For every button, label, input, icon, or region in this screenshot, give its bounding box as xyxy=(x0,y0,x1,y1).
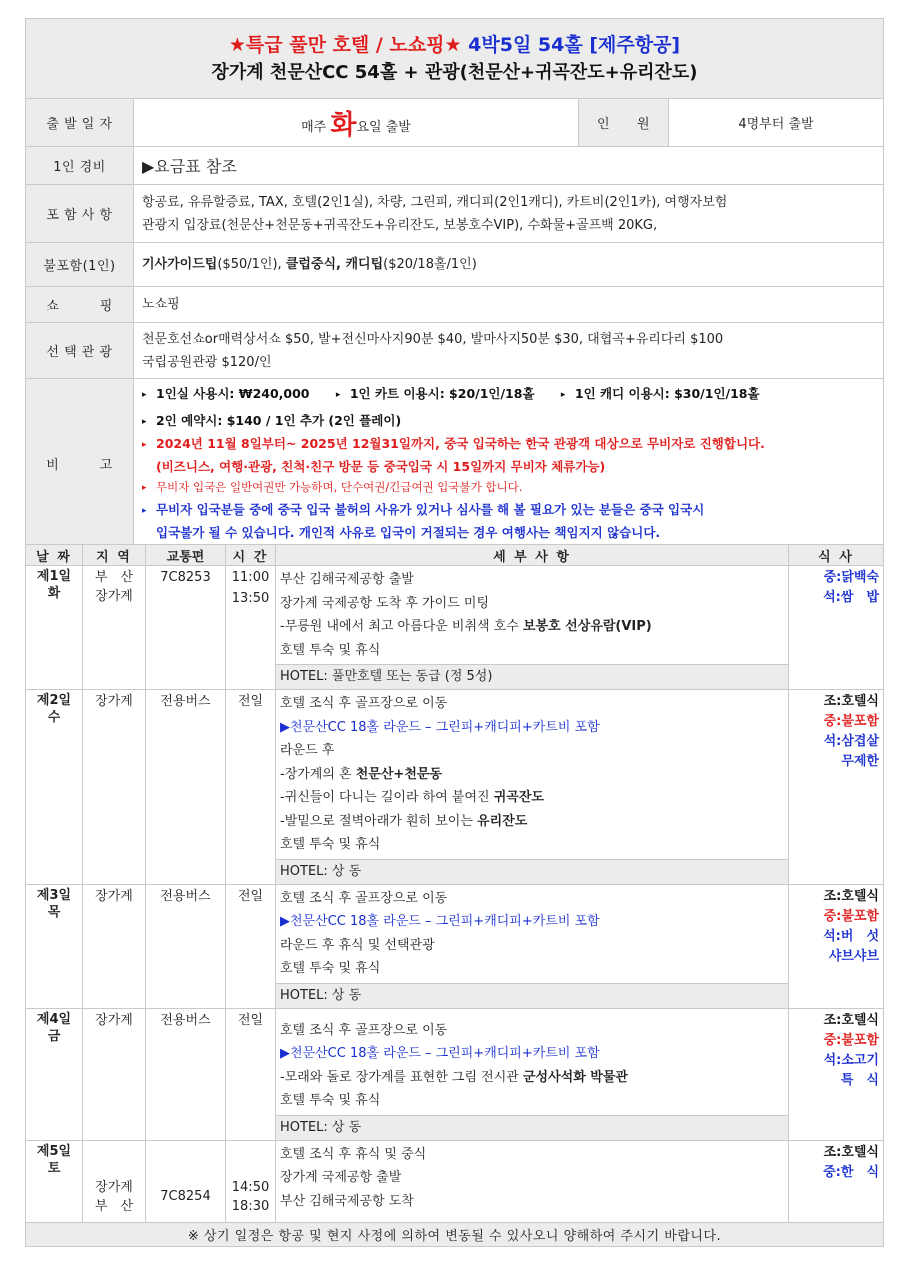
people-label: 인 원 xyxy=(579,99,669,147)
time-cell: 14:50 18:30 xyxy=(226,1140,276,1222)
included-label: 포 함 사 항 xyxy=(26,185,134,243)
detail-cell: 호텔 조식 후 골프장으로 이동 ▶천문산CC 18홀 라운드 – 그린피+캐디피+카트비 포함 -모래와 돌로 장가계를 표현한 그림 전시관 군성사석화 박물관 호텔 투숙 및 휴식 xyxy=(276,1008,789,1115)
time-cell: 11:00 13:50 xyxy=(226,566,276,690)
region-cell: 장가계 부 산 xyxy=(83,1140,146,1222)
time-cell: 전일 xyxy=(226,690,276,885)
region-cell: 부 산 장가계 xyxy=(83,566,146,690)
day-row xyxy=(26,1008,884,1115)
day-cell: 제2일 수 xyxy=(26,690,83,885)
optional-tour-value: 천문호선쇼or매력상서쇼 $50, 발+전신마사지90분 $40, 발마사지50분 $30, 대협곡+유리다리 $100 국립공원관광 $120/인 xyxy=(134,323,884,379)
hotel-cell: HOTEL: 상 동 xyxy=(276,983,789,1008)
day-cell: 제1일 화 xyxy=(26,566,83,690)
tour-title-block xyxy=(26,19,884,99)
region-cell: 장가계 xyxy=(83,884,146,1008)
meal-cell: 중:닭백숙 석:쌈 밥 xyxy=(789,566,884,690)
remark-line-2: ▸ 2인 예약시: $140 / 1인 추가 (2인 플레이) xyxy=(142,410,875,433)
optional-tour-label: 선 택 관 광 xyxy=(26,323,134,379)
col-date: 날 짜 xyxy=(26,545,83,566)
included-value: 항공료, 유류할증료, TAX, 호텔(2인1실), 차량, 그린피, 캐디피(2인1캐디), 카트비(2인1카), 여행자보험 관광지 입장료(천문산+천문동+귀곡잔도+유리잔도, 보봉호수VIP), 수화물+골프백 20KG, xyxy=(134,185,884,243)
cost-value: ▶요금표 참조 xyxy=(134,147,884,185)
remark-line-5b: 입국불가 될 수 있습니다. 개인적 사유로 입국이 거절되는 경우 여행사는 책임지지 않습니다. xyxy=(156,525,661,540)
col-meals: 식 사 xyxy=(789,545,884,566)
shopping-value: 노쇼핑 xyxy=(134,287,884,323)
detail-cell: 부산 김해국제공항 출발 장가계 국제공항 도착 후 가이드 미팅 -무릉원 내에서 최고 아름다운 비취색 호수 보봉호 선상유람(VIP) 호텔 투숙 및 휴식 xyxy=(276,566,789,665)
col-region: 지 역 xyxy=(83,545,146,566)
bullet-icon: ▸ xyxy=(142,506,147,516)
departure-value: 매주 화요일 출발 xyxy=(134,99,579,147)
col-time: 시 간 xyxy=(226,545,276,566)
title-highlight: ★특급 풀만 호텔 / 노쇼핑★ xyxy=(228,33,462,56)
region-cell: 장가계 xyxy=(83,690,146,885)
excluded-label: 불포함(1인) xyxy=(26,243,134,287)
title-duration: 4박5일 54홀 [제주항공] xyxy=(468,33,681,56)
meal-cell: 조:호텔식 중:불포함 석:소고기 특 식 xyxy=(789,1008,884,1140)
bullet-icon: ▸ xyxy=(142,440,147,450)
bullet-icon: ▸ xyxy=(142,417,147,427)
day-row xyxy=(26,1140,884,1222)
detail-cell: 호텔 조식 후 휴식 및 중식 장가계 국제공항 출발 부산 김해국제공항 도착 xyxy=(276,1140,789,1222)
time-cell: 전일 xyxy=(226,884,276,1008)
tour-title xyxy=(32,31,877,59)
day-row xyxy=(26,884,884,983)
remark-line-1: ▸ 1인실 사용시: ₩240,000 ▸ 1인 카트 이용시: $20/1인/18홀 ▸ 1인 캐디 이용시: $30/1인/18홀 xyxy=(142,383,875,406)
departure-label: 출 발 일 자 xyxy=(26,99,134,147)
transport-cell: 7C8254 xyxy=(146,1140,226,1222)
region-cell: 장가계 xyxy=(83,1008,146,1140)
remark-line-4: ▸ 무비자 입국은 일반여권만 가능하며, 단수여권/긴급여권 입국불가 합니다. xyxy=(142,477,875,499)
day-cell: 제5일 토 xyxy=(26,1140,83,1222)
day-row xyxy=(26,566,884,665)
transport-cell: 7C8253 xyxy=(146,566,226,690)
footer-row xyxy=(26,1222,884,1246)
schedule-header-row xyxy=(26,545,884,566)
transport-cell: 전용버스 xyxy=(146,884,226,1008)
detail-cell: 호텔 조식 후 골프장으로 이동 ▶천문산CC 18홀 라운드 – 그린피+캐디피+카트비 포함 라운드 후 -장가계의 혼 천문산+천문동 -귀신들이 다니는 길이라 하여 붙여진 귀곡잔도 -발밑으로 절벽아래가 훤히 보이는 유리잔도 호텔 투숙 및 휴식 xyxy=(276,690,789,860)
day-cell: 제4일 금 xyxy=(26,1008,83,1140)
remark-line-3: ▸ 2024년 11월 8일부터~ 2025년 12월31일까지, 중국 입국하는 한국 관광객 대상으로 무비자로 진행합니다. xyxy=(142,433,875,456)
meal-cell: 조:호텔식 중:한 식 xyxy=(789,1140,884,1222)
day-row xyxy=(26,690,884,860)
tour-subtitle: 장가계 천문산CC 54홀 + 관광(천문산+귀곡잔도+유리잔도) xyxy=(211,61,698,83)
cost-label: 1인 경비 xyxy=(26,147,134,185)
col-details: 세 부 사 항 xyxy=(276,545,789,566)
remark-line-3b: (비즈니스, 여행·관광, 친척·친구 방문 등 중국입국 시 15일까지 무비자 체류가능) xyxy=(156,459,606,474)
shopping-label: 쇼 핑 xyxy=(26,287,134,323)
bullet-icon: ▸ xyxy=(142,390,147,400)
meal-cell: 조:호텔식 중:불포함 석:삼겹살 무제한 xyxy=(789,690,884,885)
tour-info-table xyxy=(25,18,884,548)
remark-line-5: ▸ 무비자 입국분들 중에 중국 입국 불허의 사유가 있거나 심사를 해 볼 필요가 있는 분들은 중국 입국시 xyxy=(142,499,875,522)
hotel-cell: HOTEL: 상 동 xyxy=(276,859,789,884)
remarks-value xyxy=(134,379,884,548)
departure-weekday: 화 xyxy=(330,110,357,141)
bullet-icon: ▸ xyxy=(560,390,566,400)
bullet-icon: ▸ xyxy=(142,483,147,493)
excluded-value: 기사가이드팁($50/1인), 클럽중식, 캐디팁($20/18홀/1인) xyxy=(134,243,884,287)
col-transport: 교통편 xyxy=(146,545,226,566)
schedule-footnote: ※ 상기 일정은 항공 및 현지 사정에 의하여 변동될 수 있사오니 양해하여 주시기 바랍니다. xyxy=(26,1222,884,1246)
transport-cell: 전용버스 xyxy=(146,690,226,885)
remarks-label: 비 고 xyxy=(26,379,134,548)
people-value: 4명부터 출발 xyxy=(669,99,884,147)
transport-cell: 전용버스 xyxy=(146,1008,226,1140)
schedule-table xyxy=(25,544,884,1247)
detail-cell: 호텔 조식 후 골프장으로 이동 ▶천문산CC 18홀 라운드 – 그린피+캐디피+카트비 포함 라운드 후 휴식 및 선택관광 호텔 투숙 및 휴식 xyxy=(276,884,789,983)
hotel-cell: HOTEL: 상 동 xyxy=(276,1115,789,1140)
hotel-cell: HOTEL: 풀만호텔 또는 동급 (정 5성) xyxy=(276,665,789,690)
day-cell: 제3일 목 xyxy=(26,884,83,1008)
meal-cell: 조:호텔식 중:불포함 석:버 섯 샤브샤브 xyxy=(789,884,884,1008)
bullet-icon: ▸ xyxy=(335,390,341,400)
time-cell: 전일 xyxy=(226,1008,276,1140)
